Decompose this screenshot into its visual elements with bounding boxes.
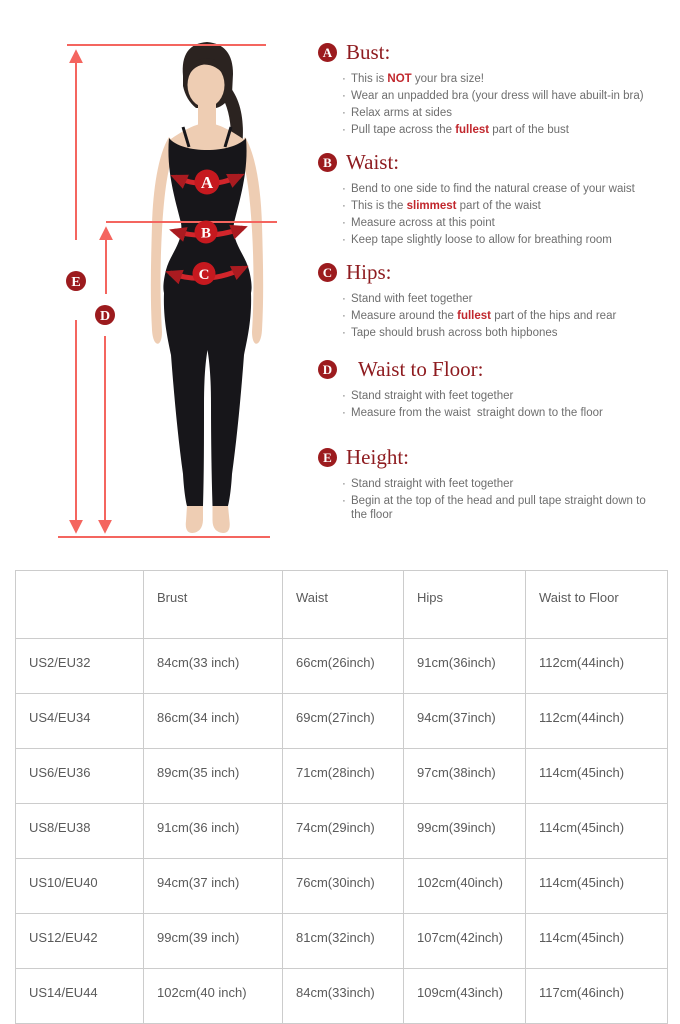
marker-c-label: C — [198, 267, 210, 283]
column-header: Waist — [283, 571, 404, 639]
bullet-dot: · — [342, 107, 346, 119]
size-value-cell: 81cm(32inch) — [283, 914, 404, 969]
bullet-text: part of the hips and rear — [491, 310, 617, 322]
bullet-dot: · — [342, 90, 346, 102]
bullet-text: Measure across at this point — [351, 217, 495, 229]
size-value-cell: 89cm(35 inch) — [144, 749, 283, 804]
size-value-cell: 109cm(43inch) — [404, 969, 526, 1024]
section-heading — [318, 259, 674, 285]
size-value-cell: 114cm(45inch) — [526, 914, 668, 969]
size-label-cell: US6/EU36 — [16, 749, 144, 804]
marker-a-label: A — [200, 173, 214, 192]
size-label-cell: US14/EU44 — [16, 969, 144, 1024]
size-label-cell: US2/EU32 — [16, 639, 144, 694]
size-value-cell: 91cm(36 inch) — [144, 804, 283, 859]
section-heading — [318, 444, 674, 470]
instruction-bullet — [342, 494, 658, 522]
instruction-bullet — [342, 89, 658, 103]
bullet-dot: · — [342, 327, 346, 339]
section-title: Bust: — [346, 39, 391, 64]
bullet-text: This is the — [351, 200, 407, 212]
letter-badge-a: A — [318, 43, 337, 62]
bullet-text: Keep tape slightly loose to allow for breathing room — [351, 234, 612, 246]
measurement-diagram-svg — [0, 0, 320, 560]
column-header — [16, 571, 144, 639]
highlighted-word: slimmest — [406, 200, 457, 212]
bullet-text: Bend to one side to find the natural crease of your waist — [351, 183, 635, 195]
column-header: Brust — [144, 571, 283, 639]
instruction-bullet — [342, 182, 658, 196]
bullet-text: Measure around the — [351, 310, 458, 322]
section-title: Height: — [346, 444, 409, 469]
size-row-us4-eu34 — [16, 694, 668, 749]
size-row-us8-eu38 — [16, 804, 668, 859]
section-bullets — [318, 182, 658, 247]
size-value-cell: 97cm(38inch) — [404, 749, 526, 804]
letter-badge-e: E — [318, 448, 337, 467]
size-row-us6-eu36 — [16, 749, 668, 804]
model-figure — [151, 42, 263, 533]
size-chart-table — [15, 570, 668, 1024]
size-row-us2-eu32 — [16, 639, 668, 694]
bullet-dot: · — [342, 73, 346, 85]
size-value-cell: 91cm(36inch) — [404, 639, 526, 694]
instruction-bullet — [342, 292, 658, 306]
instruction-bullet — [342, 389, 658, 403]
measure-instructions — [318, 39, 674, 534]
bullet-text: part of the waist — [456, 200, 541, 212]
column-header: Hips — [404, 571, 526, 639]
bullet-dot: · — [342, 124, 346, 136]
bullet-text: Stand straight with feet together — [351, 478, 514, 490]
instruction-bullet — [342, 309, 658, 323]
marker-b-label: B — [200, 225, 212, 242]
bullet-text: Pull tape across the — [351, 124, 456, 136]
left-foot — [186, 506, 203, 533]
size-value-cell: 76cm(30inch) — [283, 859, 404, 914]
section-title: Waist to Floor: — [358, 356, 484, 381]
size-table-body — [16, 639, 668, 1024]
bullet-text: Wear an unpadded bra (your dress will have abuilt-in bra) — [351, 90, 644, 102]
bullet-text: part of the bust — [489, 124, 569, 136]
instruction-bullet — [342, 123, 658, 137]
size-value-cell: 114cm(45inch) — [526, 804, 668, 859]
bullet-text: This is — [351, 73, 388, 85]
size-label-cell: US4/EU34 — [16, 694, 144, 749]
size-value-cell: 112cm(44inch) — [526, 694, 668, 749]
column-header: Waist to Floor — [526, 571, 668, 639]
section-title: Hips: — [346, 259, 392, 284]
section-heading — [318, 39, 674, 65]
size-value-cell: 102cm(40 inch) — [144, 969, 283, 1024]
size-value-cell: 94cm(37inch) — [404, 694, 526, 749]
instruction-section-c — [318, 259, 674, 340]
marker-e-label: E — [71, 275, 81, 290]
bullet-dot: · — [342, 407, 346, 419]
instruction-bullet — [342, 106, 658, 120]
size-value-cell: 99cm(39inch) — [404, 804, 526, 859]
instruction-section-b — [318, 149, 674, 247]
bullet-text: Measure from the waist straight down to the floor — [351, 407, 603, 419]
size-value-cell: 117cm(46inch) — [526, 969, 668, 1024]
instruction-bullet — [342, 216, 658, 230]
section-bullets — [318, 389, 658, 420]
bullet-text: Stand with feet together — [351, 293, 473, 305]
leggings — [164, 293, 251, 506]
instruction-bullet — [342, 233, 658, 247]
size-value-cell: 99cm(39 inch) — [144, 914, 283, 969]
highlighted-word: fullest — [455, 124, 490, 136]
measurement-diagram — [0, 0, 320, 560]
size-value-cell: 94cm(37 inch) — [144, 859, 283, 914]
instruction-section-e — [318, 444, 674, 522]
size-value-cell: 112cm(44inch) — [526, 639, 668, 694]
size-value-cell: 71cm(28inch) — [283, 749, 404, 804]
highlighted-word: NOT — [387, 73, 412, 85]
size-label-cell: US10/EU40 — [16, 859, 144, 914]
size-row-us10-eu40 — [16, 859, 668, 914]
bullet-dot: · — [342, 200, 346, 212]
bullet-text: Stand straight with feet together — [351, 390, 514, 402]
size-label-cell: US8/EU38 — [16, 804, 144, 859]
instruction-bullet — [342, 477, 658, 491]
size-value-cell: 114cm(45inch) — [526, 859, 668, 914]
bullet-dot: · — [342, 478, 346, 490]
bullet-text: Tape should brush across both hipbones — [351, 327, 558, 339]
bullet-dot: · — [342, 293, 346, 305]
size-value-cell: 102cm(40inch) — [404, 859, 526, 914]
marker-d-label: D — [99, 309, 111, 324]
instruction-section-d — [318, 356, 674, 420]
size-value-cell: 69cm(27inch) — [283, 694, 404, 749]
bullet-dot: · — [342, 390, 346, 402]
instruction-bullet — [342, 406, 658, 420]
size-value-cell: 74cm(29inch) — [283, 804, 404, 859]
instruction-bullet — [342, 199, 658, 213]
section-bullets — [318, 292, 658, 340]
size-label-cell: US12/EU42 — [16, 914, 144, 969]
instruction-bullet — [342, 326, 658, 340]
bullet-dot: · — [342, 217, 346, 229]
bullet-dot: · — [342, 234, 346, 246]
letter-badge-c: C — [318, 263, 337, 282]
size-value-cell: 114cm(45inch) — [526, 749, 668, 804]
bullet-text: Relax arms at sides — [351, 107, 452, 119]
letter-badge-b: B — [318, 153, 337, 172]
section-heading — [318, 149, 674, 175]
size-value-cell: 107cm(42inch) — [404, 914, 526, 969]
bullet-dot: · — [342, 495, 346, 507]
section-title: Waist: — [346, 149, 400, 174]
section-heading — [318, 356, 674, 382]
letter-badge-d: D — [318, 360, 337, 379]
size-row-us12-eu42 — [16, 914, 668, 969]
bullet-dot: · — [342, 310, 346, 322]
size-row-us14-eu44 — [16, 969, 668, 1024]
section-bullets — [318, 72, 658, 137]
section-bullets — [318, 477, 658, 522]
size-value-cell: 86cm(34 inch) — [144, 694, 283, 749]
instruction-bullet — [342, 72, 658, 86]
size-table-header — [16, 571, 668, 639]
header-row — [16, 571, 668, 639]
bullet-dot: · — [342, 183, 346, 195]
bullet-text: Begin at the top of the head and pull tape straight down to the floor — [351, 495, 646, 521]
highlighted-word: fullest — [457, 310, 491, 322]
size-value-cell: 84cm(33 inch) — [144, 639, 283, 694]
right-foot — [213, 506, 230, 533]
size-value-cell: 66cm(26inch) — [283, 639, 404, 694]
bullet-text: your bra size! — [411, 73, 484, 85]
instruction-section-a — [318, 39, 674, 137]
size-value-cell: 84cm(33inch) — [283, 969, 404, 1024]
